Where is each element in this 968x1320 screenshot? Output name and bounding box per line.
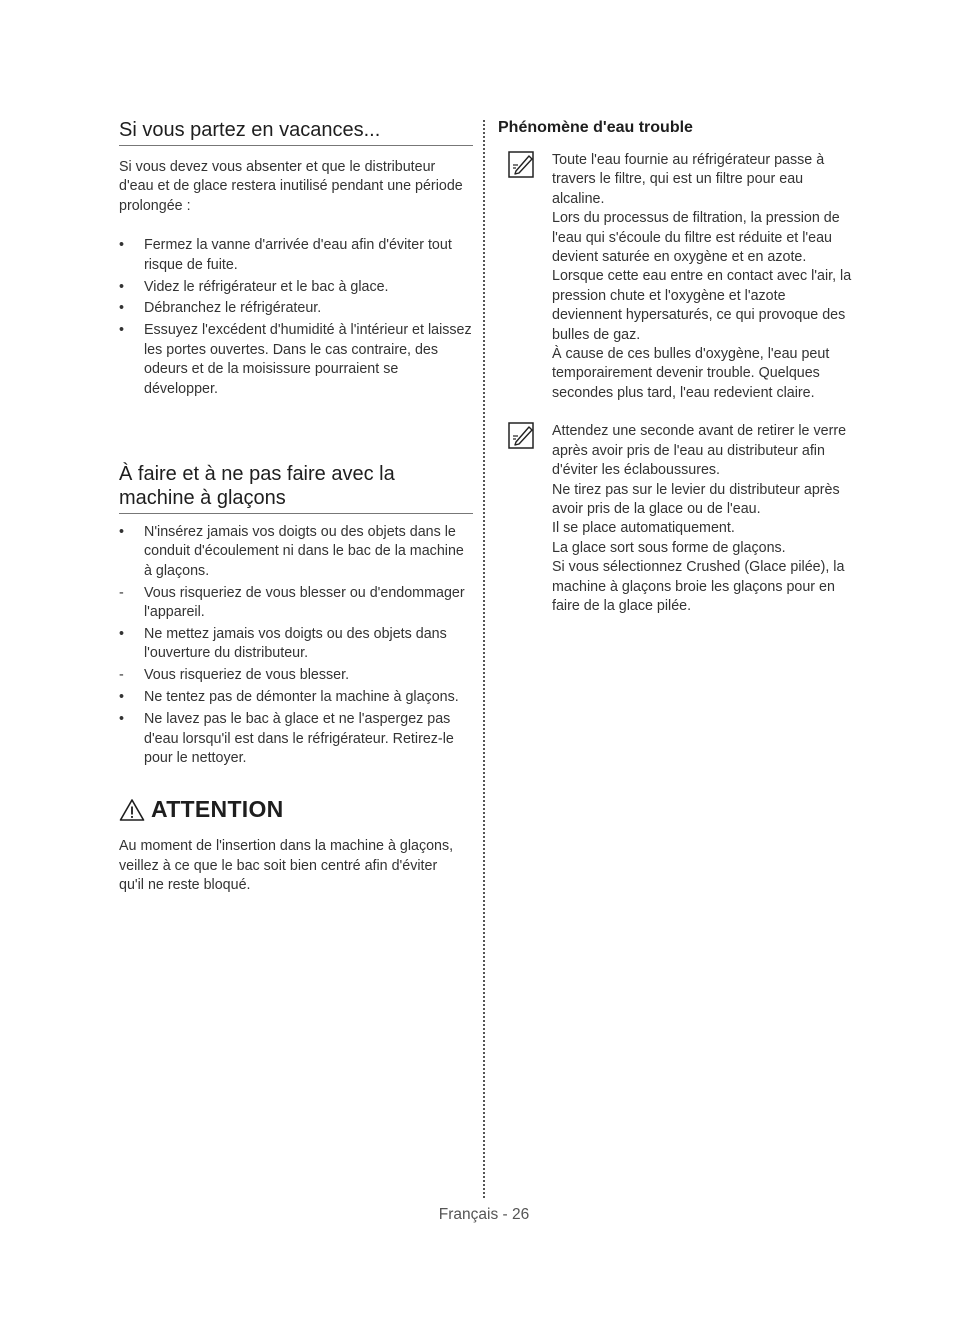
warning-triangle-icon xyxy=(119,798,145,822)
note-block xyxy=(498,151,858,403)
note-paragraph: Attendez une seconde avant de retirer le verre après avoir pris de l'eau au distributeur afin d'éviter les éclaboussures. xyxy=(552,423,847,479)
note-paragraph: Lors du processus de filtration, la pression de l'eau qui s'écoule du filtre est réduite et l'eau devient saturée en oxygène et en azote. Lorsque cette eau entre en contact avec l'air, la pression chute et l'oxygène et l'azote deviennent hypersaturés, ce qui provoque des bulles de gaz. xyxy=(552,210,852,343)
list-item: • Essuyez l'excédent d'humidité à l'intérieur et laissez les portes ouvertes. Dans le cas contraire, des odeurs et de la moisissure pourraient se développer. xyxy=(119,322,472,397)
note-icon xyxy=(508,151,538,179)
note-paragraph: Si vous sélectionnez Crushed (Glace pilée), la machine à glaçons broie les glaçons pour en faire de la glace pilée. xyxy=(552,559,845,614)
note-paragraph: À cause de ces bulles d'oxygène, l'eau peut temporairement devenir trouble. Quelques secondes plus tard, l'eau redevient claire. xyxy=(552,346,830,401)
list-item: - Vous risqueriez de vous blesser. xyxy=(119,667,350,684)
right-column xyxy=(498,118,858,616)
left-column xyxy=(119,118,473,896)
list-item: • N'insérez jamais vos doigts ou des objets dans le conduit d'écoulement ni dans le bac de la machine à glaçons. xyxy=(119,523,464,579)
column-divider xyxy=(483,120,485,1198)
machine-heading: À faire et à ne pas faire avec la machine à glaçons xyxy=(119,462,473,514)
note-paragraph: Toute l'eau fournie au réfrigérateur passe à travers le filtre, qui est un filtre pour eau alcaline. xyxy=(552,152,825,207)
list-item: • Débranchez le réfrigérateur. xyxy=(119,300,322,317)
note-block xyxy=(498,422,858,616)
list-item: • Ne lavez pas le bac à glace et ne l'aspergez pas d'eau lorsqu'il est dans le réfrigérateur. Retirez-le pour le nettoyer. xyxy=(119,711,454,766)
page-footer: Français - 26 xyxy=(438,1206,530,1223)
list-item: • Videz le réfrigérateur et le bac à glace. xyxy=(119,278,389,295)
attention-text: Au moment de l'insertion dans la machine à glaçons, veillez à ce que le bac soit bien centré afin d'éviter qu'il ne reste bloqué. xyxy=(119,838,454,894)
note-icon xyxy=(508,422,538,450)
list-item: • Fermez la vanne d'arrivée d'eau afin d'éviter tout risque de fuite. xyxy=(119,237,452,273)
vacances-heading: Si vous partez en vacances... xyxy=(119,118,473,146)
attention-heading: ATTENTION xyxy=(119,796,473,823)
vacances-intro: Si vous devez vous absenter et que le distributeur d'eau et de glace restera inutilisé pendant une période prolongée : xyxy=(119,159,463,214)
list-item: - Vous risqueriez de vous blesser ou d'endommager l'appareil. xyxy=(119,584,465,621)
list-item: • Ne tentez pas de démonter la machine à glaçons. xyxy=(119,689,459,706)
note-paragraph: Il se place automatiquement. xyxy=(552,520,735,537)
list-item: • Ne mettez jamais vos doigts ou des objets dans l'ouverture du distributeur. xyxy=(119,626,447,662)
vacances-list xyxy=(119,236,473,399)
note-paragraph: Ne tirez pas sur le levier du distributeur après avoir pris de la glace ou de l'eau. xyxy=(552,481,840,517)
machine-list xyxy=(119,523,473,768)
note-paragraph: La glace sort sous forme de glaçons. xyxy=(552,539,786,556)
trouble-heading: Phénomène d'eau trouble xyxy=(498,119,693,136)
